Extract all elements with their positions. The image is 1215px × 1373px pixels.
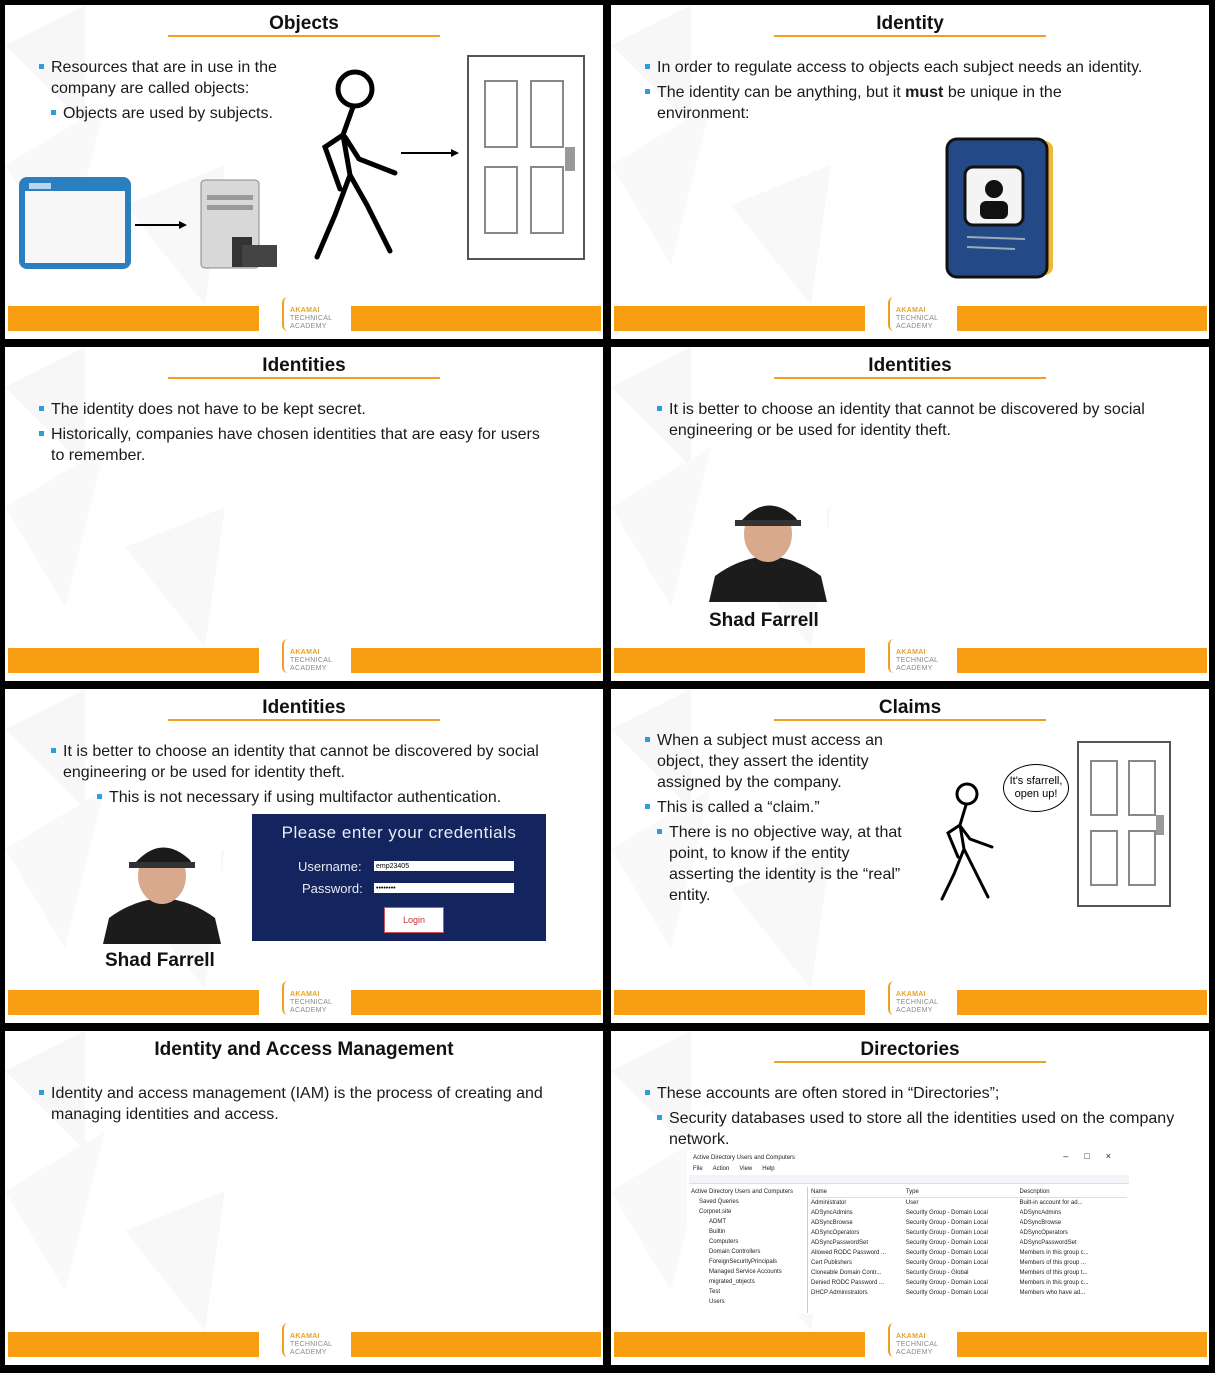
bullet-item: It is better to choose an identity that cannot be discovered by social engineering or be used for identity theft. (51, 741, 561, 783)
bullet-list (645, 730, 907, 910)
ad-table-row[interactable] (811, 1278, 1127, 1288)
person-photo (103, 832, 221, 944)
ad-table-row[interactable] (811, 1198, 1127, 1208)
title-underline (774, 377, 1046, 379)
ad-tree-item[interactable]: Users (709, 1299, 725, 1305)
ad-column-header[interactable]: Description (1019, 1189, 1050, 1195)
ad-table-cell: Security Group - Domain Local (905, 1220, 988, 1226)
ad-table-cell: Built-in account for ad... (1019, 1200, 1083, 1206)
ad-table-cell: Security Group - Domain Local (905, 1290, 988, 1296)
ad-table-cell: Security Group - Global (905, 1270, 969, 1276)
slide-identities-1 (5, 347, 603, 681)
username-field[interactable] (374, 861, 514, 871)
ad-table-row[interactable] (811, 1248, 1127, 1258)
slide-title: Directories (860, 1039, 960, 1060)
ad-tree-item[interactable]: Corpnet.site (699, 1209, 732, 1215)
bullet-item: Objects are used by subjects. (51, 103, 309, 124)
ad-table-cell: Cloneable Domain Contr... (811, 1270, 882, 1276)
ad-tree-pane (689, 1187, 808, 1313)
footer-bar (351, 306, 601, 331)
bullet-item: Historically, companies have chosen identities that are easy for users to remember. (39, 424, 549, 466)
ad-table-cell: Cert Publishers (811, 1260, 853, 1266)
bullet-item: The identity can be anything, but it must be unique in the environment: (645, 82, 1145, 124)
bullet-item: There is no objective way, at that point, to know if the entity asserting the identity is the “real” entity. (657, 822, 907, 906)
title-underline (168, 377, 440, 379)
bullet-item: This is called a “claim.” (645, 797, 907, 818)
door-icon (467, 55, 587, 262)
bullet-item: When a subject must access an object, they assert the identity assigned by the company. (645, 730, 907, 793)
ad-table-cell: ADSyncAdmins (1019, 1210, 1062, 1216)
ad-table-cell: Security Group - Domain Local (905, 1230, 988, 1236)
academy-logo: AKAMAI TECHNICAL ACADEMY (888, 981, 954, 1015)
ad-table-cell: Security Group - Domain Local (905, 1260, 988, 1266)
login-button[interactable]: Login (384, 907, 444, 933)
ad-table-cell: DHCP Administrators (811, 1290, 868, 1296)
ad-table-cell: ADSyncOperators (1019, 1230, 1068, 1236)
background-pattern (5, 5, 305, 339)
ad-column-header[interactable]: Name (811, 1189, 828, 1195)
stick-figure-icon (936, 779, 998, 904)
footer-bar (614, 648, 865, 673)
slide-identities-3 (5, 689, 603, 1023)
bullet-item: Security databases used to store all the identities used on the company network. (657, 1108, 1175, 1150)
slide-identity (611, 5, 1209, 339)
ad-tree-item[interactable]: Active Directory Users and Computers (691, 1189, 794, 1195)
bullet-list (39, 399, 549, 470)
slide-claims (611, 689, 1209, 1023)
bullet-item: The identity does not have to be kept secret. (39, 399, 549, 420)
bullet-item: In order to regulate access to objects each subject needs an identity. (645, 57, 1145, 78)
academy-logo: AKAMAI TECHNICAL ACADEMY (888, 639, 954, 673)
ad-table-cell: Security Group - Domain Local (905, 1250, 988, 1256)
footer-bar (351, 1332, 601, 1357)
ad-list-rows (811, 1198, 1127, 1298)
ad-table-cell: Security Group - Domain Local (905, 1280, 988, 1286)
footer-bar (614, 990, 865, 1015)
academy-logo: AKAMAI TECHNICAL ACADEMY (282, 981, 348, 1015)
ad-table-cell: Allowed RODC Password ... (811, 1250, 887, 1256)
slide-title: Identities (262, 355, 346, 376)
bullet-list (645, 57, 1145, 128)
window-controls[interactable]: –□× (1063, 1151, 1127, 1161)
footer-bar (351, 648, 601, 673)
bullet-list (657, 399, 1157, 445)
footer-bar (614, 1332, 865, 1357)
ad-table-row[interactable] (811, 1228, 1127, 1238)
ad-table-cell: ADSyncAdmins (811, 1210, 853, 1216)
ad-table-cell: Members in this group c... (1019, 1250, 1089, 1256)
bullet-item: Identity and access management (IAM) is the process of creating and managing identities and access. (39, 1083, 569, 1125)
footer-bar (614, 306, 865, 331)
footer-bar (351, 990, 601, 1015)
slide-title: Identity and Access Management (154, 1039, 454, 1060)
speech-bubble: It's sfarrell, open up! (1003, 764, 1069, 812)
title-underline (774, 719, 1046, 721)
ad-table-cell: Members of this group ... (1019, 1260, 1086, 1266)
ad-list-header (811, 1187, 1127, 1198)
ad-tree-item[interactable]: ADMT (709, 1219, 726, 1225)
ad-table-cell: ADSyncOperators (811, 1230, 860, 1236)
ad-tree-item[interactable]: ForeignSecurityPrincipals (709, 1259, 778, 1265)
username-label: Username: (298, 859, 362, 874)
bullet-item: This is not necessary if using multifactor authentication. (97, 787, 561, 808)
ad-menu-item[interactable]: View (739, 1166, 753, 1172)
ad-table-cell: Members of this group t... (1019, 1270, 1088, 1276)
ad-menu-bar (693, 1164, 775, 1174)
person-photo (709, 490, 827, 602)
bullet-item: It is better to choose an identity that cannot be discovered by social engineering or be used for identity theft. (657, 399, 1157, 441)
passport-icon (945, 137, 1057, 281)
ad-table-cell: Administrator (811, 1200, 847, 1206)
bullet-item: These accounts are often stored in “Directories”; (645, 1083, 1175, 1104)
ad-list-pane (811, 1187, 1127, 1313)
ad-tree-item[interactable]: Saved Queries (699, 1199, 739, 1205)
academy-logo: AKAMAI TECHNICAL ACADEMY (282, 297, 348, 331)
ad-table-cell: ADSyncPasswordSet (811, 1240, 869, 1246)
login-panel (252, 814, 546, 941)
stick-figure-icon (305, 65, 465, 265)
ad-menu-item[interactable]: File (693, 1166, 703, 1172)
ad-toolbar[interactable] (689, 1175, 1129, 1184)
slide-objects (5, 5, 603, 339)
ad-tree-item[interactable]: Computers (709, 1239, 739, 1245)
bullet-item: Resources that are in use in the company are called objects: (39, 57, 309, 99)
ad-menu-item[interactable]: Help (762, 1166, 775, 1172)
footer-bar (957, 306, 1207, 331)
bullet-list (51, 741, 561, 812)
ad-tree-item[interactable]: Builtin (709, 1229, 726, 1235)
slide-title: Claims (878, 697, 942, 718)
title-underline (774, 1061, 1046, 1063)
slide-title: Identity (876, 13, 944, 34)
ad-window-title: Active Directory Users and Computers (693, 1155, 796, 1161)
ad-menu-item[interactable]: Action (712, 1166, 730, 1172)
bullet-list (39, 57, 309, 128)
password-label: Password: (302, 881, 363, 896)
ad-tree-item[interactable]: Managed Service Accounts (709, 1269, 782, 1275)
title-underline (774, 35, 1046, 37)
slide-identities-2 (611, 347, 1209, 681)
person-caption: Shad Farrell (105, 950, 215, 971)
slide-title: Identities (262, 697, 346, 718)
background-pattern (5, 347, 305, 681)
footer-bar (8, 306, 259, 331)
person-caption: Shad Farrell (709, 610, 819, 631)
bullet-list (39, 1083, 569, 1129)
slide-title: Identities (868, 355, 952, 376)
ad-table-cell: Members in this group c... (1019, 1280, 1089, 1286)
academy-logo: AKAMAI TECHNICAL ACADEMY (888, 297, 954, 331)
ad-table-cell: Denied RODC Password ... (811, 1280, 885, 1286)
ad-table-row[interactable] (811, 1288, 1127, 1298)
academy-logo: AKAMAI TECHNICAL ACADEMY (282, 1323, 348, 1357)
academy-logo: AKAMAI TECHNICAL ACADEMY (282, 639, 348, 673)
background-pattern (5, 1031, 305, 1365)
footer-bar (957, 648, 1207, 673)
footer-bar (8, 1332, 259, 1357)
ad-table-cell: ADSyncBrowse (811, 1220, 853, 1226)
slide-iam (5, 1031, 603, 1365)
ad-table-cell: User (905, 1200, 919, 1206)
password-field[interactable] (374, 883, 514, 893)
ad-column-header[interactable]: Type (905, 1189, 919, 1195)
ad-table-cell: Security Group - Domain Local (905, 1240, 988, 1246)
ad-table-cell: Members who have ad... (1019, 1290, 1086, 1296)
browser-server-illustration (17, 175, 282, 275)
ad-table-cell: ADSyncBrowse (1019, 1220, 1062, 1226)
academy-logo: AKAMAI TECHNICAL ACADEMY (888, 1323, 954, 1357)
ad-window (687, 1151, 1133, 1314)
background-pattern (611, 5, 911, 339)
footer-bar (8, 648, 259, 673)
bullet-list (645, 1083, 1175, 1154)
ad-table-row[interactable] (811, 1208, 1127, 1218)
slide-directories (611, 1031, 1209, 1365)
footer-bar (957, 990, 1207, 1015)
ad-tree-item[interactable]: Test (709, 1289, 721, 1295)
ad-table-row[interactable] (811, 1258, 1127, 1268)
ad-table-row[interactable] (811, 1238, 1127, 1248)
ad-table-row[interactable] (811, 1218, 1127, 1228)
door-icon (1077, 741, 1173, 909)
ad-table-row[interactable] (811, 1268, 1127, 1278)
title-underline (168, 719, 440, 721)
ad-table-cell: Security Group - Domain Local (905, 1210, 988, 1216)
footer-bar (8, 990, 259, 1015)
ad-tree-item[interactable]: migrated_objects (709, 1279, 755, 1285)
ad-tree-item[interactable]: Domain Controllers (709, 1249, 761, 1255)
title-underline (168, 35, 440, 37)
footer-bar (957, 1332, 1207, 1357)
slide-title: Objects (269, 13, 339, 34)
ad-table-cell: ADSyncPasswordSet (1019, 1240, 1077, 1246)
login-heading: Please enter your credentials (281, 823, 517, 842)
